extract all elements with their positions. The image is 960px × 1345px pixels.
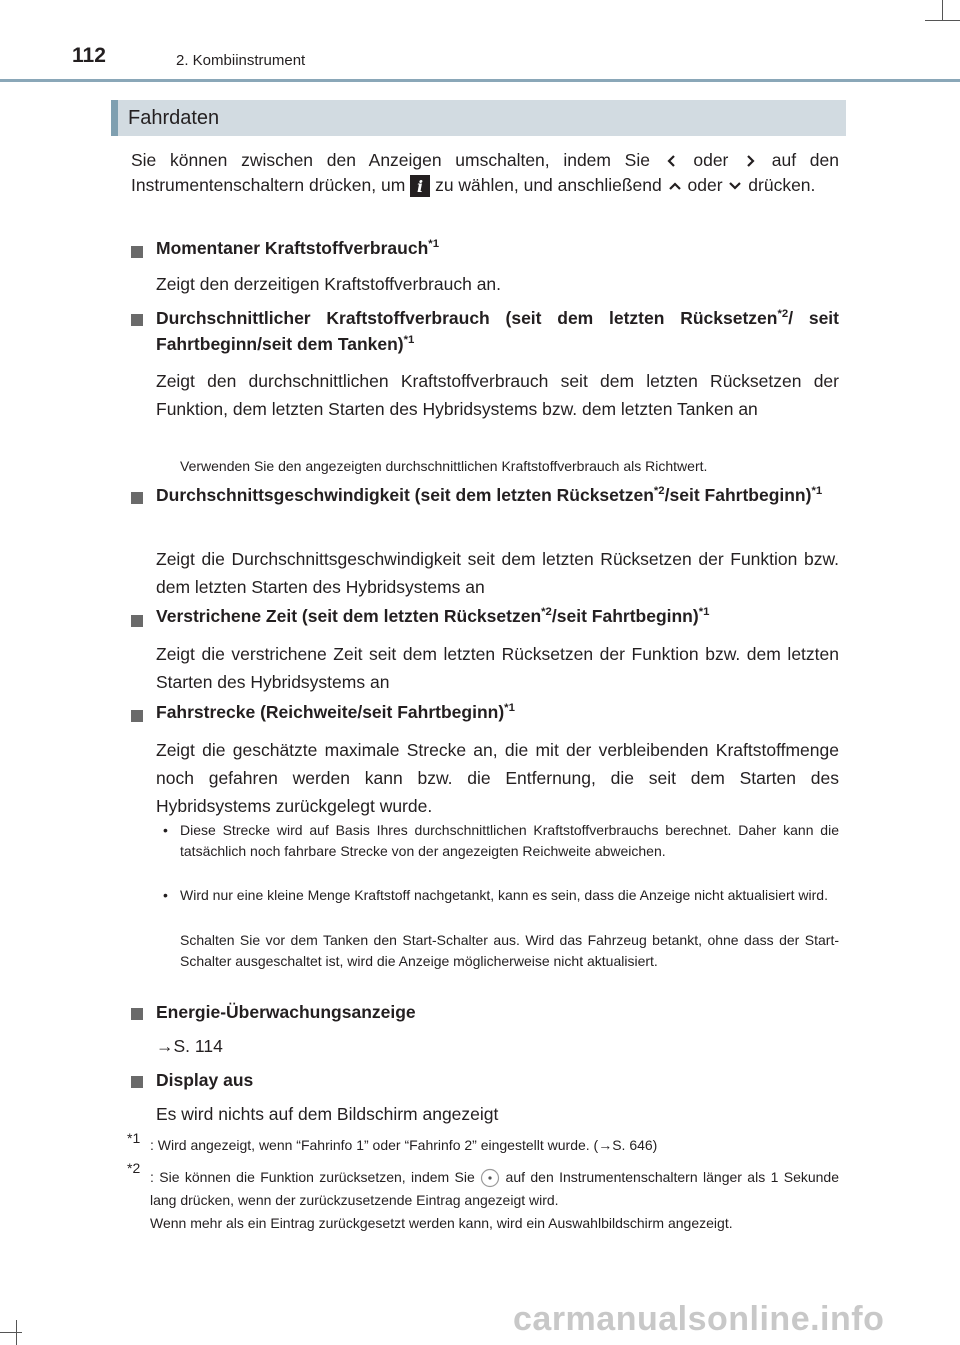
bullet-square xyxy=(131,246,143,258)
item-text: Zeigt die Durchschnittsgeschwindigkeit seit dem letzten Rücksetzen der Funktion bzw. dem letzten Starten des Hybridsystems an xyxy=(156,549,839,597)
svg-text:i: i xyxy=(417,177,424,197)
crop-mark xyxy=(0,1332,22,1333)
item-text: Zeigt die geschätzte maximale Strecke an, die mit der verbleibenden Kraftstoffmenge noch gefahren werden kann bzw. die Entfernung, die seit dem Starten des Hybridsystems zurückgelegt wurde. xyxy=(156,740,839,816)
bullet-square xyxy=(131,1076,143,1088)
section-title: Fahrdaten xyxy=(128,107,220,129)
footnote-mark: *1 xyxy=(127,1130,141,1146)
bullet-square xyxy=(131,615,143,627)
item-heading: Durchschnittlicher Kraftstoffverbrauch (seit dem letzten Rücksetzen$^{*2}$/ seit Fahrtbeginn/seit dem Tanken)$^{*1}$ xyxy=(156,308,839,354)
crop-mark xyxy=(942,0,943,20)
chevron-down-icon xyxy=(727,178,743,194)
chapter-title: 2. Kombiinstrument xyxy=(176,52,306,69)
footnote-text: : Sie können die Funktion zurücksetzen, indem Sie auf den Instrumentenschaltern länger als 1 Sekunde lang drücken, wenn der zurückzusetzende Eintrag angezeigt wird. Wenn mehr als ein Eintrag zurückgesetzt werden kann, wird ein Auswahlbildschirm angezeigt. xyxy=(150,1169,839,1231)
item-note: Verwenden Sie den angezeigten durchschnittlichen Kraftstoffverbrauch als Richtwert. xyxy=(180,458,708,474)
item-heading: Durchschnittsgeschwindigkeit (seit dem letzten Rücksetzen$^{*2}$/seit Fahrtbeginn)$^{*1}$ xyxy=(156,485,823,505)
footnote-text: : Wird angezeigt, wenn “Fahrinfo 1” oder “Fahrinfo 2” eingestellt wurde. (→S. 646) xyxy=(150,1137,658,1153)
crop-mark xyxy=(16,1320,17,1345)
header-rule xyxy=(0,79,960,82)
item-text: →S. 114 xyxy=(156,1036,223,1056)
bullet-text: Diese Strecke wird auf Basis Ihres durchschnittlichen Kraftstoffverbrauchs berechnet. Daher kann die tatsächlich noch fahrbare Strecke von der angezeigten Reichweite abweichen. xyxy=(180,822,839,859)
chevron-up-icon xyxy=(667,178,683,194)
footnote-mark: *2 xyxy=(127,1160,141,1176)
bullet-dot: • xyxy=(163,887,168,903)
bullet-text: Wird nur eine kleine Menge Kraftstoff nachgetankt, kann es sein, dass die Anzeige nicht aktualisiert wird. xyxy=(180,887,828,903)
reset-button-icon xyxy=(480,1168,500,1188)
bullet-square xyxy=(131,314,143,326)
item-text: Zeigt den durchschnittlichen Kraftstoffverbrauch seit dem letzten Rücksetzen der Funktion, dem letzten Starten des Hybridsystems bzw. dem letzten Tanken an xyxy=(156,371,839,419)
section-header xyxy=(111,100,846,136)
item-heading: Momentaner Kraftstoffverbrauch$^{*1}$ xyxy=(156,238,440,258)
bullet-square xyxy=(131,1008,143,1020)
info-icon xyxy=(410,175,430,197)
chevron-right-icon xyxy=(742,153,758,169)
bullet-dot: • xyxy=(163,822,168,838)
item-text: Zeigt den derzeitigen Kraftstoffverbrauch an. xyxy=(156,274,502,294)
item-text: Zeigt die verstrichene Zeit seit dem letzten Rücksetzen der Funktion bzw. dem letzten Starten des Hybridsystems an xyxy=(156,644,839,692)
watermark: carmanualsonline.info xyxy=(513,1300,885,1338)
page-number: 112 xyxy=(72,44,106,67)
item-heading: Verstrichene Zeit (seit dem letzten Rücksetzen$^{*2}$/seit Fahrtbeginn)$^{*1}$ xyxy=(156,606,710,626)
item-heading: Energie-Überwachungsanzeige xyxy=(156,1002,416,1022)
bullet-text: Schalten Sie vor dem Tanken den Start-Schalter aus. Wird das Fahrzeug betankt, ohne dass der Start-Schalter ausgeschaltet ist, wird die Anzeige möglicherweise nicht aktualisiert. xyxy=(180,932,839,969)
chevron-left-icon xyxy=(664,153,680,169)
bullet-square xyxy=(131,492,143,504)
item-text: Es wird nichts auf dem Bildschirm angezeigt xyxy=(156,1104,499,1124)
bullet-square xyxy=(131,710,143,722)
intro-paragraph: Sie können zwischen den Anzeigen umschalten, indem Sie oder auf den Instrumentenschaltern drücken, um i zu wählen, und anschließend oder drücken. xyxy=(131,150,839,197)
item-heading: Display aus xyxy=(156,1070,254,1090)
crop-mark xyxy=(925,20,960,21)
item-heading: Fahrstrecke (Reichweite/seit Fahrtbeginn)$^{*1}$ xyxy=(156,702,515,722)
